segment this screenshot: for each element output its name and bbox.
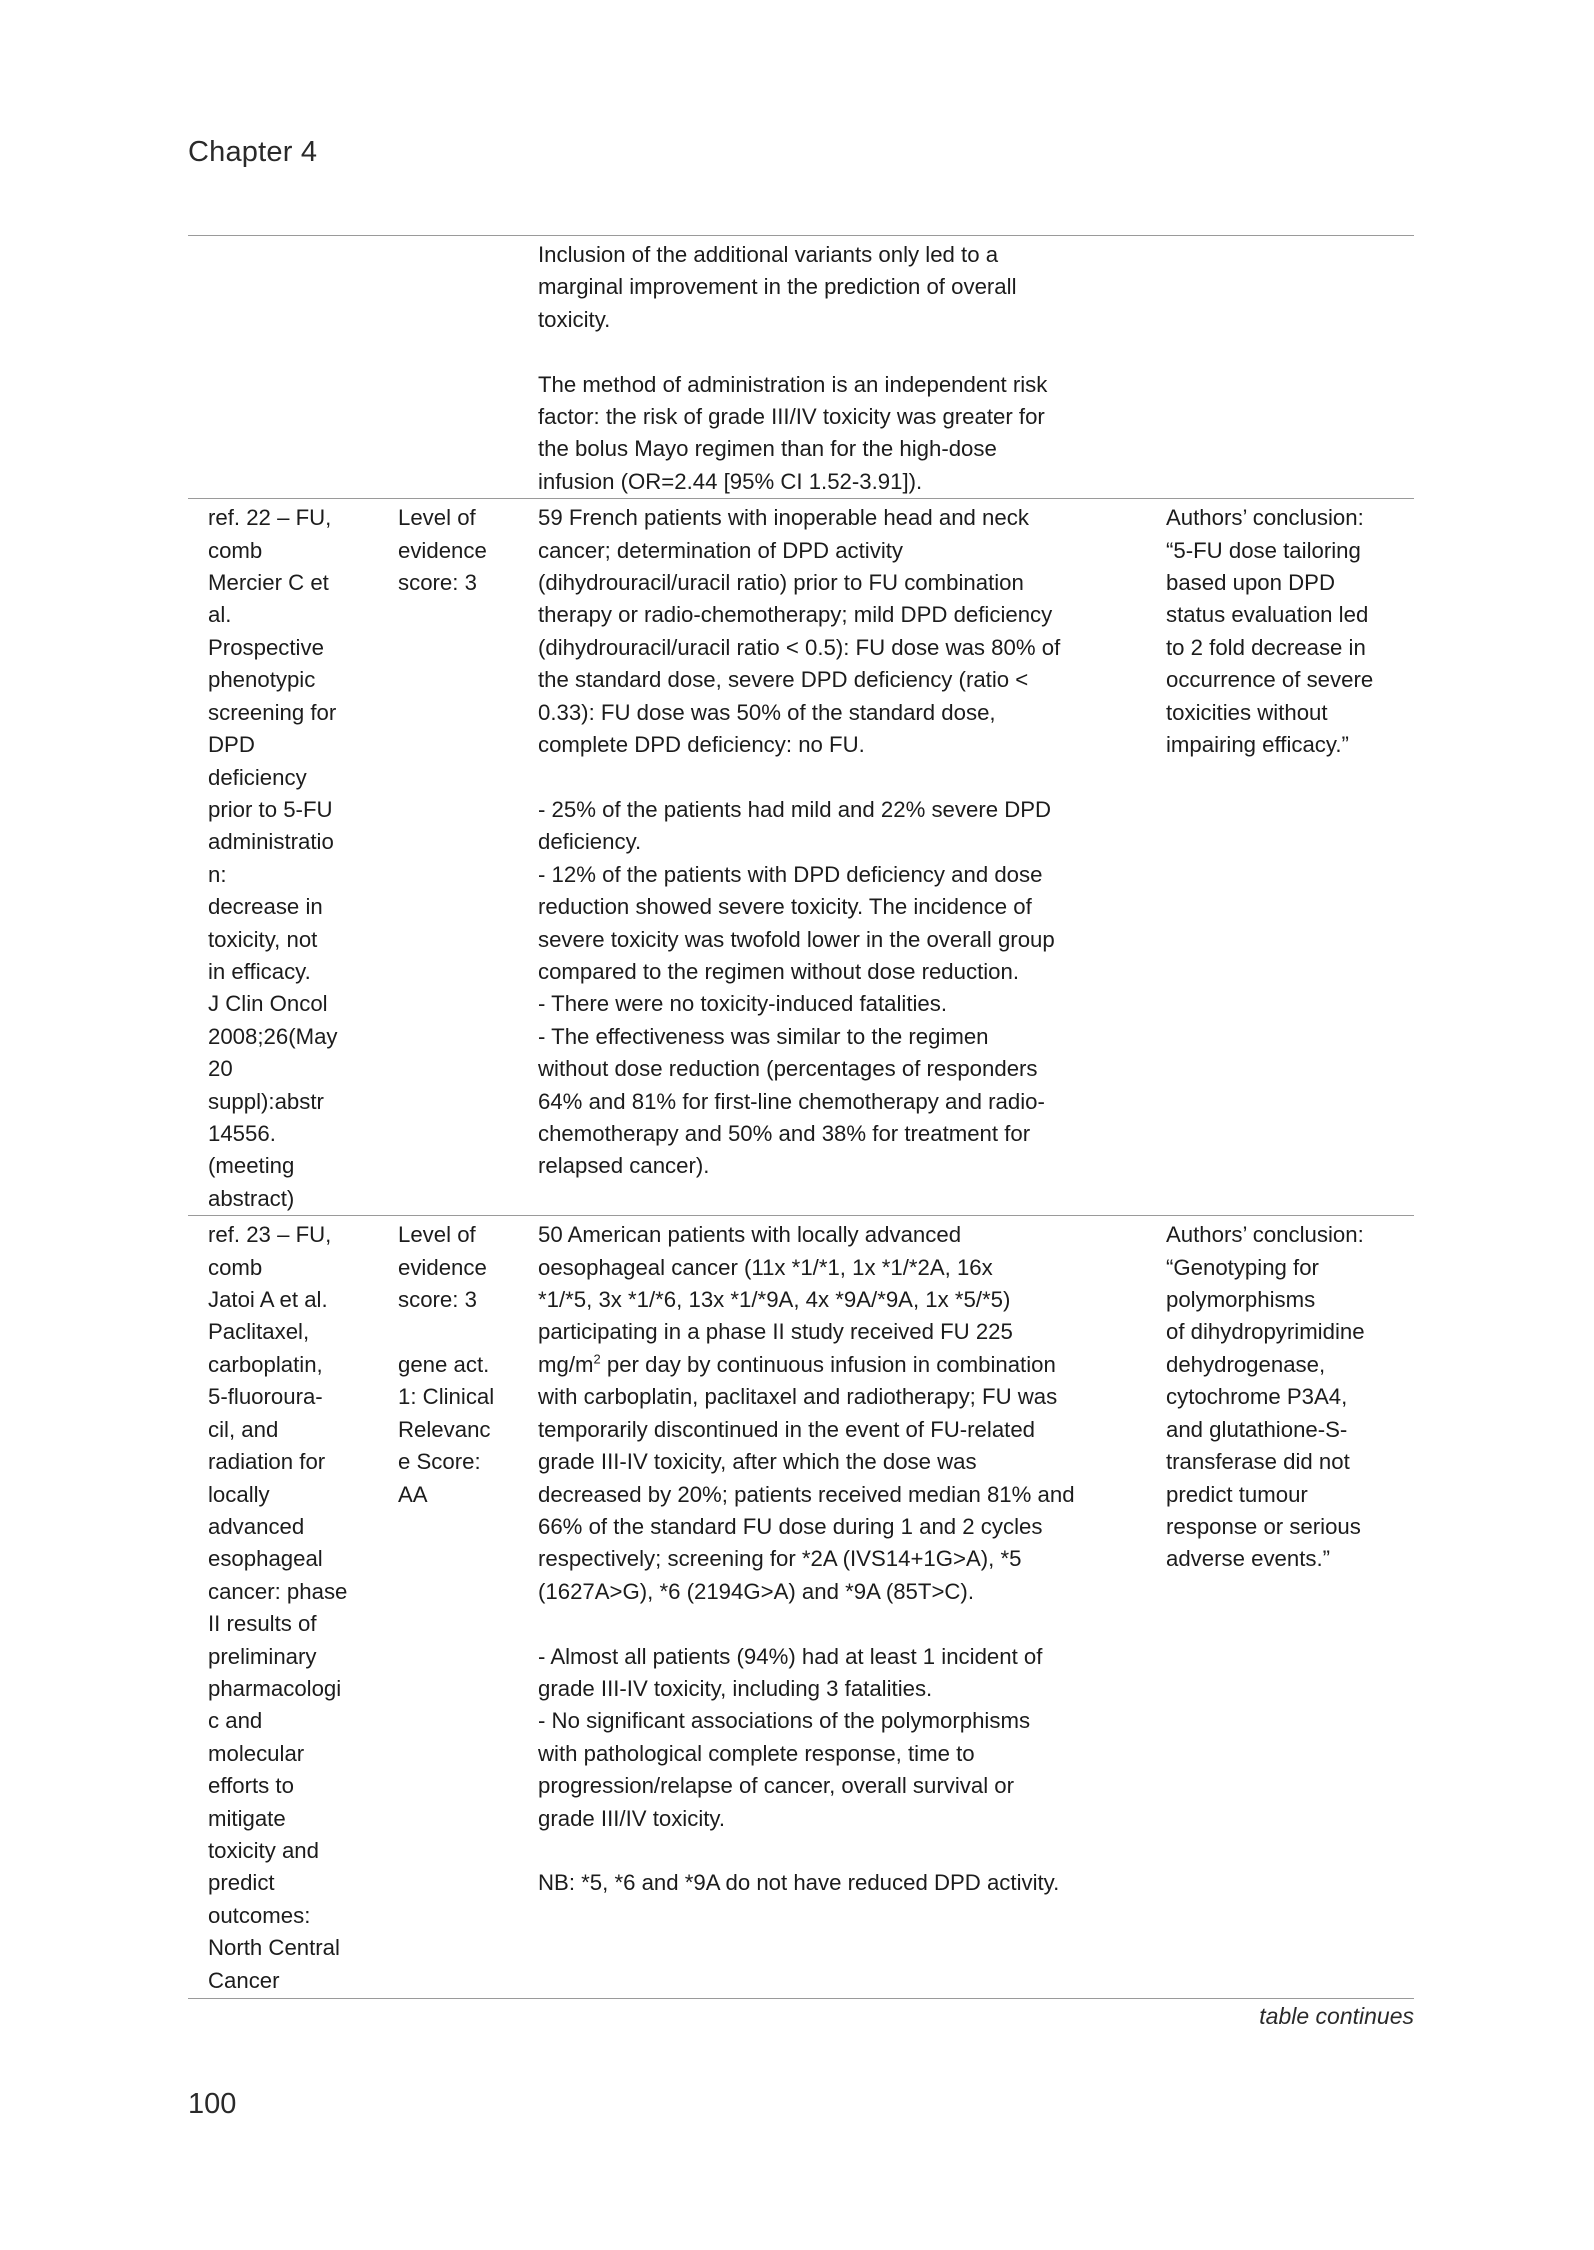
reference-cell: [188, 236, 378, 499]
findings-cell: [518, 1216, 1138, 1999]
evidence-score-cell: [378, 236, 518, 499]
conclusion-cell: Authors’ conclusion: “5-FU dose tailoring based upon DPD status evaluation led to 2 fold decrease in occurrence of severe toxicities without impairing efficacy.”: [1166, 505, 1374, 758]
conclusion-cell: [1138, 236, 1414, 499]
evidence-table: [188, 235, 1414, 1999]
table-row: [188, 1216, 1414, 1999]
reference-cell: ref. 22 – FU, comb Mercier C et al. Prospective phenotypic screening for DPD deficiency prior to 5-FU administratio n: decrease in toxicity, not in efficacy. J Clin Oncol 2008;26(May 20 suppl):abstr 14556. (meeting abstract): [208, 505, 338, 1211]
findings-cell: Inclusion of the additional variants only led to a marginal improvement in the prediction of overall toxicity. The method of administration is an independent risk factor: the risk of grade III/IV toxicity was greater for the bolus Mayo regimen than for the high-dose infusion (OR=2.44 [95% CI 1.52-3.91]).: [538, 242, 1048, 494]
page-number: 100: [188, 2088, 237, 2120]
table-row: [188, 499, 1414, 1216]
evidence-score-cell: Level of evidence score: 3: [398, 505, 487, 596]
reference-cell: ref. 23 – FU, comb Jatoi A et al. Paclitaxel, carboplatin, 5-fluoroura- cil, and radiation for locally advanced esophageal cancer: phase II results of preliminary pharmacologi c and molecular efforts to mitigate toxicity and predict outcomes: North Central Cancer: [208, 1222, 348, 1993]
table-continues-note: table continues: [1259, 2003, 1414, 2029]
chapter-title: Chapter 4: [188, 136, 318, 168]
table-row: [188, 236, 1414, 499]
evidence-score-cell: Level of evidence score: 3 gene act. 1: Clinical Relevanc e Score: AA: [398, 1222, 495, 1507]
findings-text-part: per day by continuous infusion in combination with carboplatin, paclitaxel and radiotherapy; FU was temporarily discontinued in the event of FU-related grade III-IV toxicity, after which the dose was decreased by 20%; patients received median 81% and 66% of the standard FU dose during 1 and 2 cycles respectively; screening for *2A (IVS14+1G>A), *5 (1627A>G), *6 (2194G>A) and *9A (85T>C). - Almost all patients (94%) had at least 1 incident of grade III-IV toxicity, including 3 fatalities. - No significant associations of the polymorphisms with pathological complete response, time to progression/relapse of cancer, overall survival or grade III/IV toxicity. NB: *5, *6 and *9A do not have reduced DPD activity.: [538, 1351, 1075, 1896]
conclusion-cell: Authors’ conclusion: “Genotyping for polymorphisms of dihydropyrimidine dehydrogenase, cytochrome P3A4, and glutathione-S- transferase did not predict tumour response or serious adverse events.”: [1166, 1222, 1365, 1572]
findings-text-part: 50 American patients with locally advanced oesophageal cancer (11x *1/*1, 1x *1/*2A, 16x *1/*5, 3x *1/*6, 13x *1/*9A, 4x *9A/*9A, 1x *5/*5) participating in a phase II study received FU 225 mg/m: [538, 1222, 1013, 1377]
findings-cell: 59 French patients with inoperable head and neck cancer; determination of DPD activity (dihydrouracil/uracil ratio) prior to FU combination therapy or radio-chemotherapy; mild DPD deficiency (dihydrouracil/uracil ratio < 0.5): FU dose was 80% of the standard dose, severe DPD deficiency (ratio < 0.33): FU dose was 50% of the standard dose, complete DPD deficiency: no FU. - 25% of the patients had mild and 22% severe DPD deficiency. - 12% of the patients with DPD deficiency and dose reduction showed severe toxicity. The incidence of severe toxicity was twofold lower in the overall group compared to the regimen without dose reduction. - There were no toxicity-induced fatalities. - The effectiveness was similar to the regimen without dose reduction (percentages of responders 64% and 81% for first-line chemotherapy and radio- chemotherapy and 50% and 38% for treatment for relapsed cancer).: [538, 505, 1061, 1179]
superscript: 2: [593, 1351, 601, 1367]
